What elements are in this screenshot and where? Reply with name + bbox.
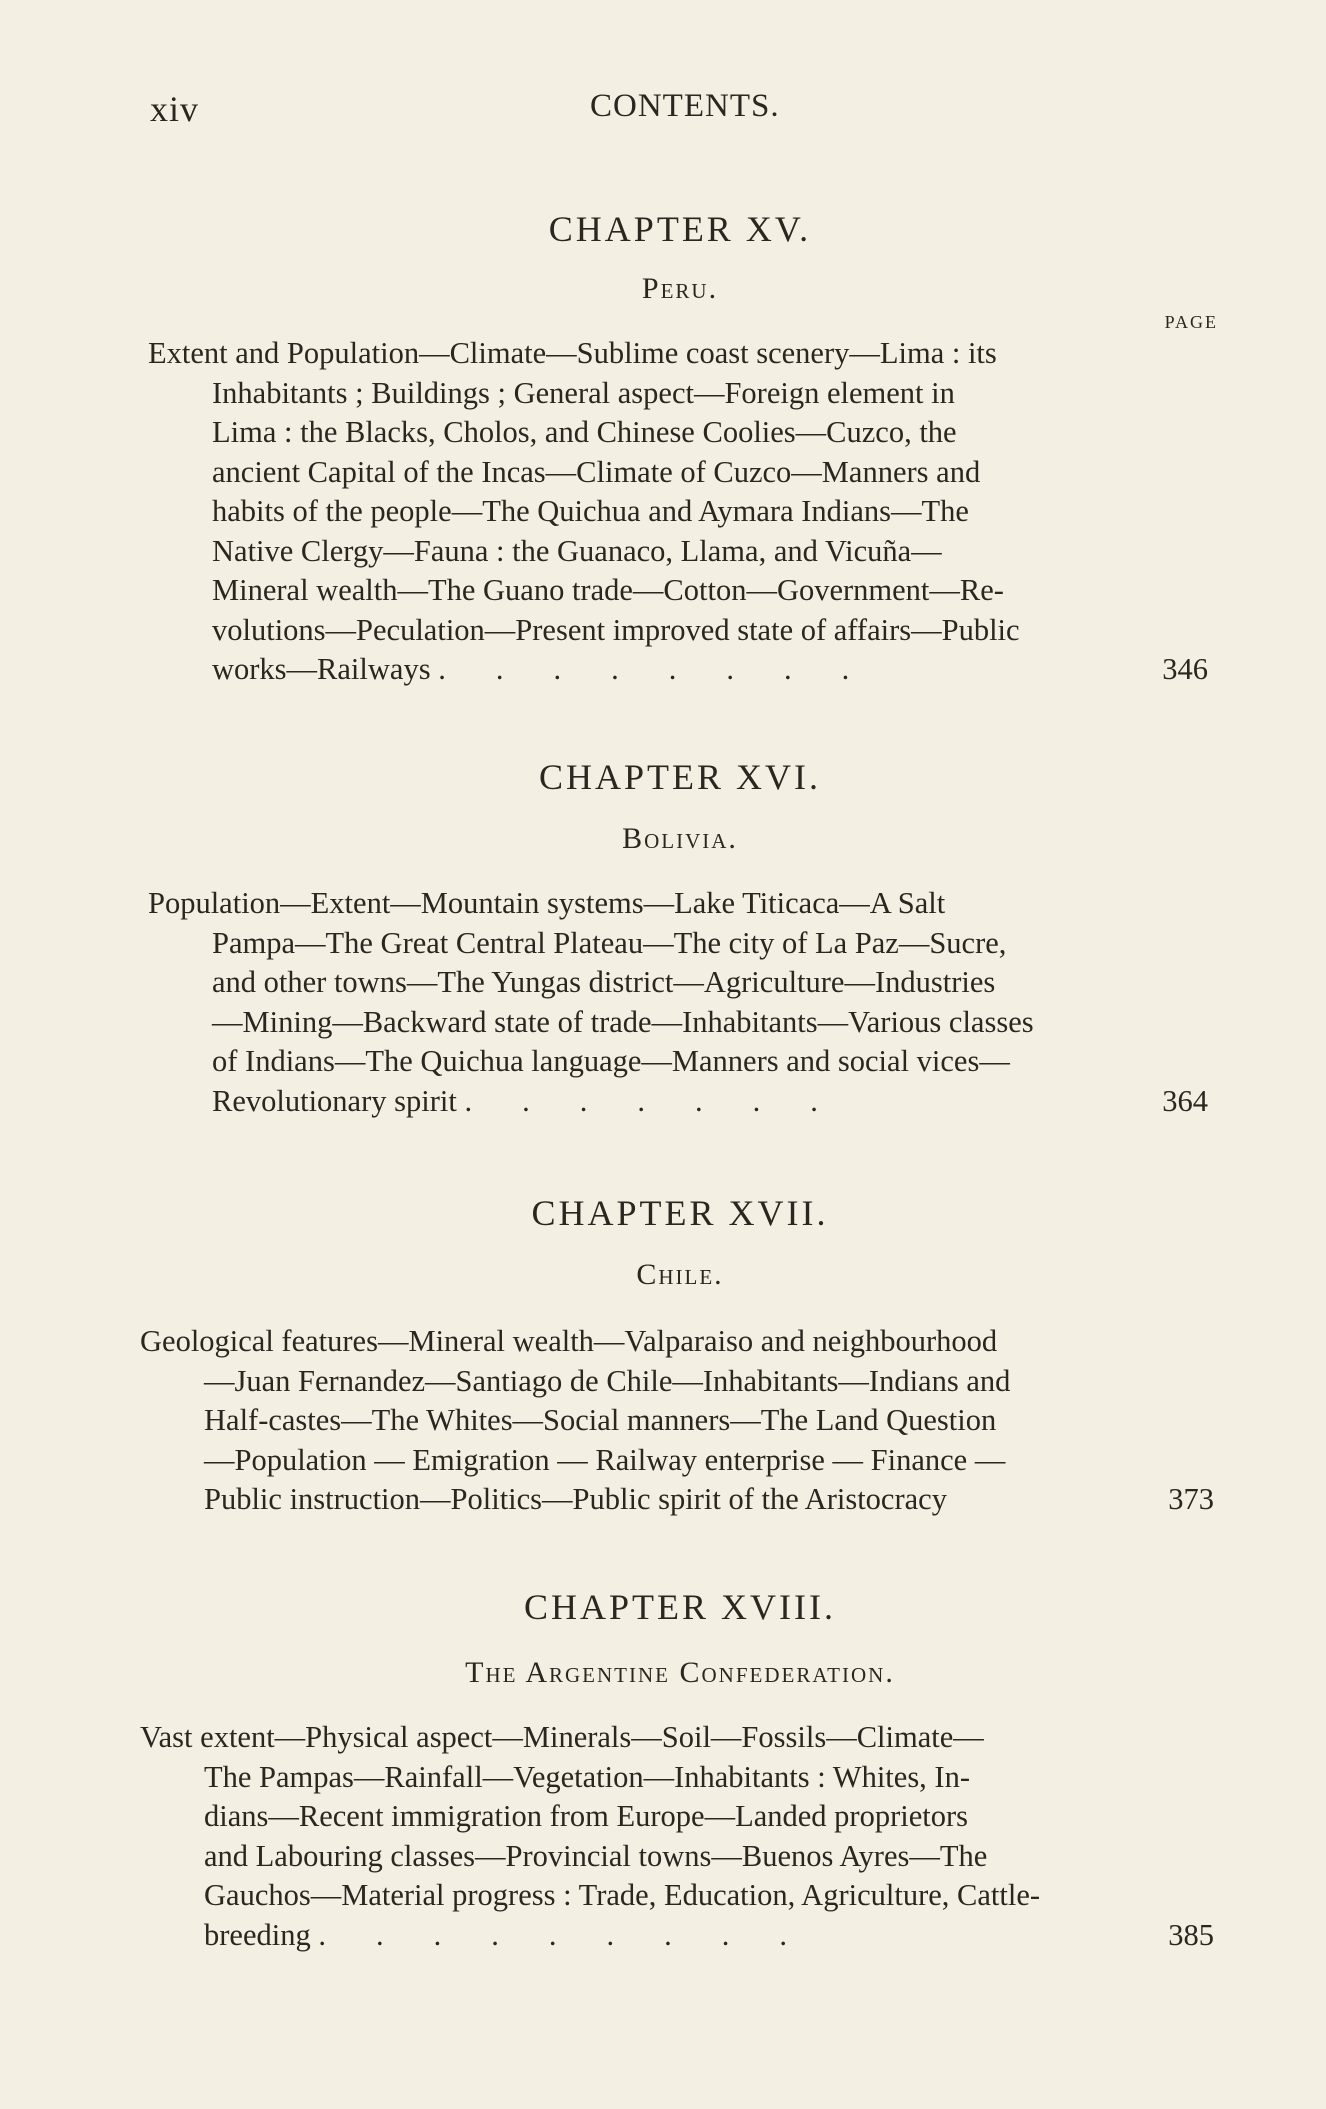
- synopsis-line: Pampa—The Great Central Plateau—The city of La Paz—Sucre,: [212, 925, 1007, 960]
- synopsis-line: Public instruction—Politics—Public spirit of the Aristocracy: [204, 1482, 947, 1516]
- synopsis-line: Mineral wealth—The Guano trade—Cotton—Government—Re-: [212, 573, 1004, 607]
- synopsis-line: Native Clergy—Fauna : the Guanaco, Llama, and Vicuña—: [212, 533, 942, 568]
- synopsis-line: and Labouring classes—Provincial towns—Buenos Ayres—The: [204, 1838, 988, 1873]
- synopsis-line: dians—Recent immigration from Europe—Landed proprietors: [204, 1799, 968, 1833]
- synopsis-line: Half-castes—The Whites—Social manners—The Land Question: [204, 1403, 997, 1437]
- synopsis-last-line: [148, 650, 1208, 690]
- chapter-title: CHAPTER XV.: [548, 209, 812, 249]
- synopsis-line: Lima : the Blacks, Cholos, and Chinese Coolies—Cuzco, the: [212, 415, 957, 449]
- chapter-title: CHAPTER XVIII.: [524, 1587, 836, 1627]
- chapter-subtitle: Chile.: [636, 1258, 724, 1291]
- synopsis-line: —Juan Fernandez—Santiago de Chile—Inhabitants—Indians and: [204, 1363, 1011, 1398]
- synopsis-line: works—Railways: [212, 652, 431, 686]
- synopsis-line: habits of the people—The Quichua and Aymara Indians—The: [212, 494, 969, 528]
- chapter-synopsis: [148, 884, 1208, 1121]
- chapter-synopsis: [140, 1322, 1214, 1520]
- synopsis-line: Gauchos—Material progress : Trade, Education, Agriculture, Cattle-: [204, 1878, 1041, 1912]
- synopsis-last-line: [140, 1480, 1214, 1520]
- leader-dots: .......: [464, 1083, 868, 1118]
- synopsis-line: volutions—Peculation—Present improved state of affairs—Public: [212, 612, 1020, 647]
- synopsis-line: Population—Extent—Mountain systems—Lake Titicaca—A Salt: [148, 886, 946, 920]
- synopsis-line: Extent and Population—Climate—Sublime coast scenery—Lima : its: [148, 336, 997, 370]
- synopsis-last-line: [148, 1082, 1208, 1122]
- page-number: 385: [1168, 1917, 1214, 1952]
- synopsis-line: Geological features—Mineral wealth—Valparaiso and neighbourhood: [140, 1324, 998, 1358]
- synopsis-line: —Population — Emigration — Railway enterprise — Finance —: [204, 1442, 1006, 1477]
- running-head-title: CONTENTS.: [590, 88, 780, 124]
- synopsis-line: breeding: [204, 1917, 311, 1952]
- synopsis-line: Vast extent—Physical aspect—Minerals—Soil—Fossils—Climate—: [140, 1720, 984, 1754]
- synopsis-last-line: [140, 1916, 1214, 1956]
- page-column-label: PAGE: [1164, 312, 1218, 332]
- leader-dots: .........: [318, 1917, 837, 1952]
- synopsis-line: Revolutionary spirit: [212, 1083, 457, 1118]
- synopsis-line: ancient Capital of the Incas—Climate of Cuzco—Manners and: [212, 454, 981, 489]
- chapter-title: CHAPTER XVII.: [531, 1193, 829, 1233]
- running-head: [150, 88, 1210, 138]
- leader-dots: ........: [438, 652, 900, 686]
- synopsis-line: The Pampas—Rainfall—Vegetation—Inhabitants : Whites, In-: [204, 1759, 970, 1794]
- chapter-synopsis: [148, 334, 1208, 690]
- chapter-synopsis: [140, 1718, 1214, 1955]
- synopsis-line: Inhabitants ; Buildings ; General aspect—Foreign element in: [212, 375, 955, 410]
- page-number: 364: [1162, 1083, 1208, 1118]
- chapter-subtitle: The Argentine Confederation.: [465, 1656, 895, 1689]
- page-number: 373: [1168, 1482, 1214, 1516]
- synopsis-line: —Mining—Backward state of trade—Inhabitants—Various classes: [212, 1004, 1034, 1039]
- folio: xiv: [150, 89, 200, 129]
- synopsis-line: of Indians—The Quichua language—Manners and social vices—: [212, 1044, 1010, 1078]
- page-number: 346: [1162, 652, 1208, 686]
- chapter-title: CHAPTER XVI.: [538, 757, 821, 797]
- chapter-subtitle: Bolivia.: [622, 822, 738, 855]
- synopsis-line: and other towns—The Yungas district—Agriculture—Industries: [212, 965, 996, 999]
- chapter-subtitle: Peru.: [641, 272, 719, 305]
